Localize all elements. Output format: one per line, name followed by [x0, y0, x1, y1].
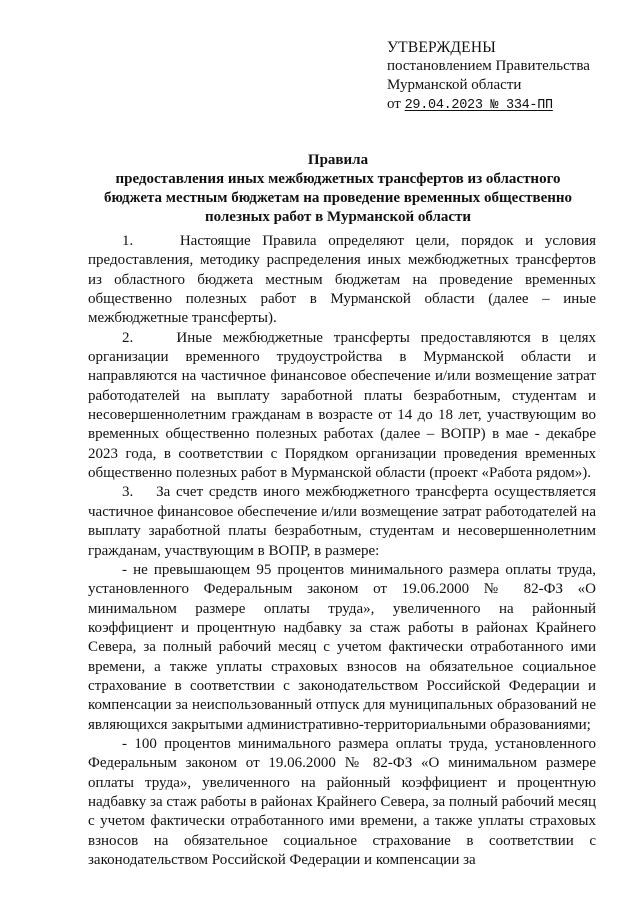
approval-date-line	[387, 95, 627, 115]
title-line-2: предоставления иных межбюджетных трансфертов из областного бюджета местным бюджетам на проведение временных общественно полезных работ в Мурманской области	[103, 171, 573, 225]
approval-stamp	[387, 38, 627, 115]
document-body	[88, 232, 596, 870]
approval-line-2: Мурманской области	[387, 77, 522, 93]
paragraph-5: - 100 процентов минимального размера оплаты труда, установленного Федеральным законом от 19.06.2000 № 82-ФЗ «О минимальном размере оплаты труда», увеличенного на районный коэффициент и процентную надбавку за стаж работы в районах Крайнего Севера, за полный рабочий месяц с учетом фактически отработанного ими времени, а также уплаты страховых взносов на обязательное социальное страхование в соответствии с законодательством Российской Федерации и компенсации за	[88, 735, 596, 868]
paragraph-1: 1. Настоящие Правила определяют цели, порядок и условия предоставления, методику распределения иных межбюджетных трансфертов из областного бюджета местным бюджетам на проведение временных общественно полезных работ в Мурманской области (далее – иные межбюджетные трансферты).	[88, 233, 596, 327]
paragraph-2: 2. Иные межбюджетные трансферты предоставляются в целях организации временного трудоустройства в Мурманской области и направляются на частичное финансовое обеспечение и/или возмещение затрат работодателей на выплату заработной платы безработным, студентам и несовершеннолетним гражданам в возрасте от 14 до 18 лет, участвующим во временных общественно полезных работах (далее – ВОПР) в мае - декабре 2023 года, в соответствии с Порядком организации проведения временных общественно полезных работ в Мурманской области (проект «Работа рядом»).	[88, 329, 596, 482]
document-title	[88, 151, 588, 227]
paragraph-4: - не превышающем 95 процентов минимального размера оплаты труда, установленного Федеральным законом от 19.06.2000 № 82-ФЗ «О минимальном размере оплаты труда», увеличенного на районный коэффициент и процентную надбавку за стаж работы в районах Крайнего Севера, за полный рабочий месяц с учетом фактически отработанного ими времени, а также уплаты страховых взносов на обязательное социальное страхование в соответствии с законодательством Российской Федерации и компенсации за неиспользованный отпуск для муниципальных образований не являющихся закрытыми административно-территориальными образованиями;	[88, 561, 596, 733]
paragraph-3: 3. За счет средств иного межбюджетного трансферта осуществляется частичное финансовое обеспечение и/или возмещение затрат работодателей на выплату заработной платы безработным, студентам и несовершеннолетним гражданам, участвующим в ВОПР, в размере:	[88, 484, 596, 559]
approval-heading: УТВЕРЖДЕНЫ	[387, 39, 496, 56]
approval-date-prefix: от	[387, 96, 401, 112]
approval-date-value: 29.04.2023 № 334-ПП	[404, 98, 553, 113]
approval-line-1: постановлением Правительства	[387, 58, 590, 74]
title-line-1: Правила	[307, 152, 369, 168]
